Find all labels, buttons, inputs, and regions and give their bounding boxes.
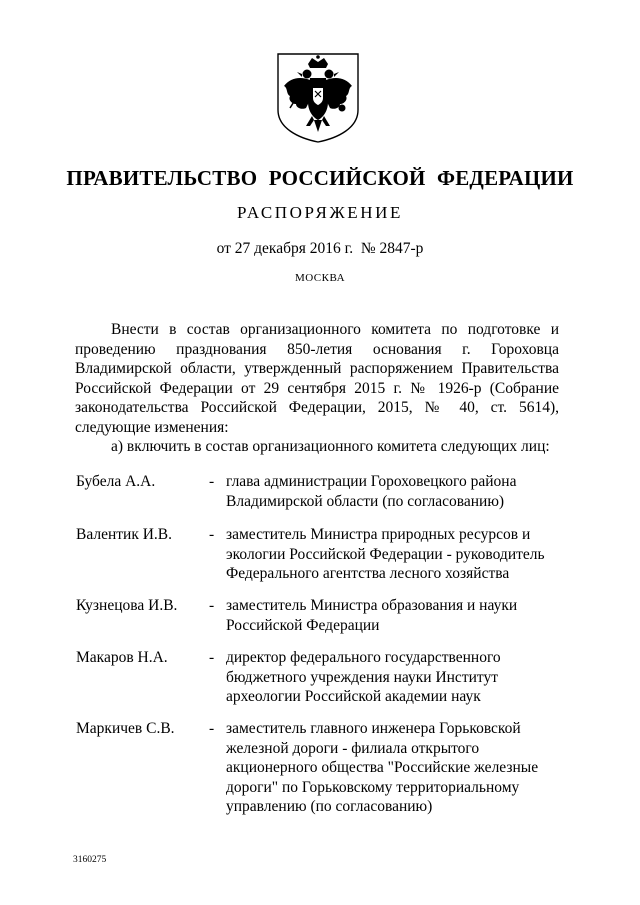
- document-code: 3160275: [73, 855, 107, 865]
- member-dash: -: [209, 597, 215, 614]
- member-name: Маркичев С.В.: [76, 720, 175, 737]
- main-paragraph: Внести в состав организационного комитета по подготовке и проведению празднования 850-летия основания г. Гороховца Владимирской области, утвержденный распоряжением Правительства Российской Федерации от 29 сентября 2015 г. № 1926-р (Собрание законодательства Российской Федерации, 2015, № 40, ст. 5614), следующие изменения:: [75, 321, 559, 436]
- member-role: директор федерального государственного бюджетного учреждения науки Институт археологии Российской академии наук: [226, 649, 501, 706]
- member-dash: -: [209, 649, 215, 666]
- coat-of-arms-icon: [276, 52, 360, 144]
- document-type: РАСПОРЯЖЕНИЕ: [236, 203, 404, 222]
- member-dash: -: [209, 473, 215, 490]
- government-title: ПРАВИТЕЛЬСТВО РОССИЙСКОЙ ФЕДЕРАЦИИ: [66, 166, 574, 190]
- member-name: Бубела А.А.: [76, 473, 156, 490]
- member-dash: -: [209, 720, 215, 737]
- member-name: Кузнецова И.В.: [76, 597, 178, 614]
- member-name: Макаров Н.А.: [76, 649, 168, 666]
- sub-item-a: а) включить в состав организационного комитета следующих лиц:: [111, 438, 550, 455]
- member-role: заместитель Министра природных ресурсов и экологии Российской Федерации - руководитель Федерального агентства лесного хозяйства: [226, 526, 545, 583]
- document-city: МОСКВА: [294, 272, 346, 284]
- member-role: глава администрации Гороховецкого района Владимирской области (по согласованию): [226, 473, 517, 510]
- member-name: Валентик И.В.: [76, 526, 173, 543]
- member-dash: -: [209, 526, 215, 543]
- member-role: заместитель главного инженера Горьковской железной дороги - филиала открытого акционерного общества "Российские железные дороги" по Горьковскому территориальному управлению (по согласованию): [226, 720, 539, 816]
- document-date-number: от 27 декабря 2016 г. № 2847-р: [216, 240, 424, 257]
- member-role: заместитель Министра образования и науки Российской Федерации: [226, 597, 518, 634]
